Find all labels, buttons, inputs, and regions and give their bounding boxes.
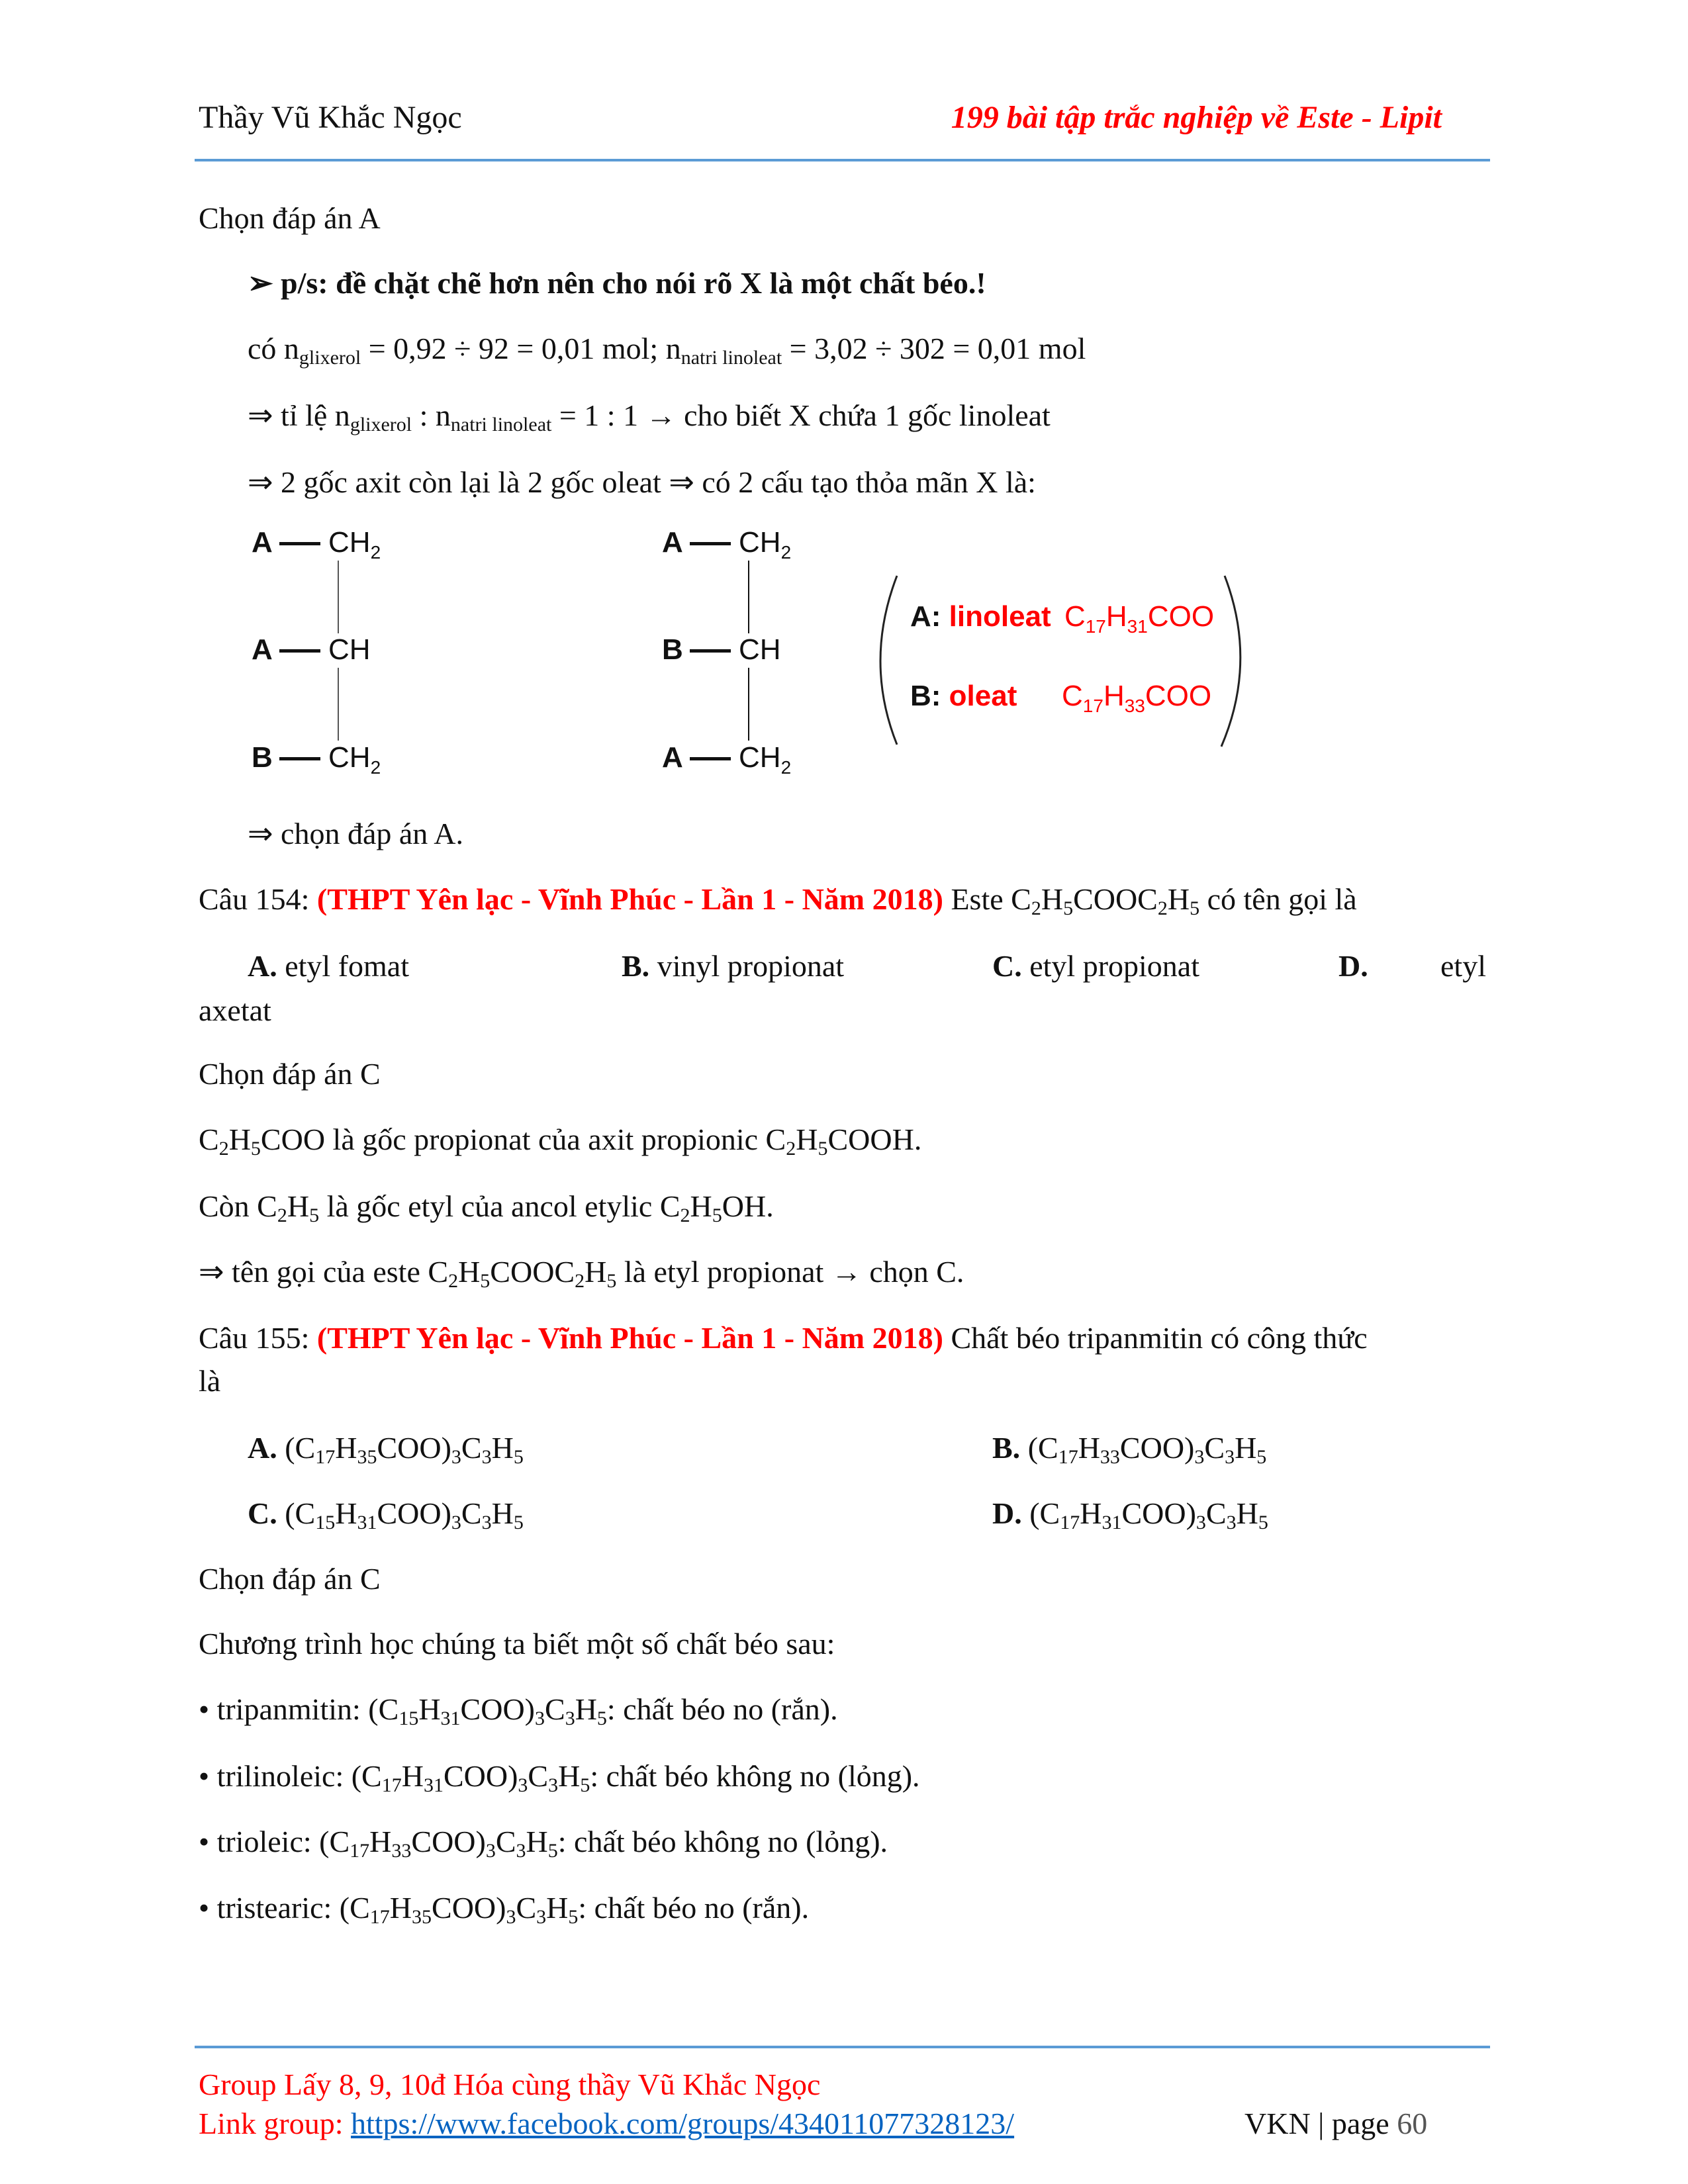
- text-run: Chất béo tripanmitin có công thức: [943, 1321, 1368, 1355]
- text-run: H: [1167, 882, 1190, 916]
- legend-b: B: oleat $C_{17}H_{33}COO$: [910, 680, 1212, 716]
- bond: [690, 542, 731, 545]
- text-run: H: [369, 1825, 392, 1858]
- text-run: etyl fomat: [277, 949, 410, 983]
- text-run: 5: [818, 1138, 828, 1160]
- carbon-label: $CH_2$: [739, 526, 792, 563]
- text-run: Câu 155:: [199, 1321, 317, 1355]
- text-run: 2: [575, 1270, 585, 1292]
- header-book-title: 199 bài tập trắc nghiệp về Este - Lipit: [951, 100, 1442, 135]
- q154-option-c: [992, 948, 1199, 985]
- text-run: ⇒ chọn đáp án A.: [248, 817, 463, 850]
- text-run: 5: [606, 1270, 617, 1292]
- bond: [748, 561, 749, 633]
- text-run: Chọn đáp án C: [199, 1562, 381, 1596]
- facebook-group-link[interactable]: https://www.facebook.com/groups/434011077328123/: [350, 2107, 1015, 2140]
- text-run: 31: [423, 1774, 444, 1796]
- text-run: 2: [786, 1138, 796, 1160]
- text-run: A.: [248, 1431, 277, 1465]
- text-run: H: [491, 1496, 514, 1530]
- text-run: Este C: [943, 882, 1031, 916]
- carbon-label: $CH_2$: [739, 741, 792, 778]
- text-run: 3: [506, 1906, 516, 1928]
- text-run: H: [287, 1189, 310, 1223]
- bond: [338, 561, 339, 633]
- text-run: A.: [248, 949, 277, 983]
- text-run: H: [1041, 882, 1064, 916]
- text-run: C: [1205, 1496, 1227, 1530]
- text-run: H: [1078, 1431, 1100, 1465]
- text-run: natri linoleat: [450, 414, 552, 435]
- explanation-line: [199, 1121, 921, 1158]
- text-run: COOC: [1073, 882, 1158, 916]
- text-run: Câu 154:: [199, 882, 317, 916]
- q155-option-d: [992, 1495, 1268, 1532]
- explanation-line: [199, 1253, 964, 1291]
- carbon-label: $CH_2$: [328, 526, 381, 563]
- q154-option-a: [248, 948, 409, 985]
- text-run: COOC: [490, 1255, 575, 1289]
- question-154: [199, 881, 1357, 918]
- text-run: 17: [350, 1840, 370, 1862]
- text-run: H: [418, 1692, 441, 1726]
- q154-option-d-text-cont: [199, 992, 271, 1029]
- text-run: là etyl propionat → chọn C.: [616, 1255, 964, 1289]
- text-run: 17: [369, 1906, 390, 1928]
- text-run: H: [228, 1122, 251, 1156]
- bullet-item: [199, 1889, 809, 1927]
- q154-option-d-text: [1440, 948, 1486, 985]
- bullet-item: [199, 1758, 920, 1795]
- text-run: COO là gốc propionat của axit propionic C: [260, 1122, 786, 1156]
- text-run: 17: [381, 1774, 402, 1796]
- bond: [748, 668, 749, 741]
- text-run: COO): [411, 1825, 486, 1858]
- text-run: 33: [391, 1840, 412, 1862]
- text-run: 2: [277, 1205, 287, 1226]
- text-run: = 3,02 ÷ 302 = 0,01 mol: [782, 332, 1086, 365]
- text-run: 15: [315, 1512, 336, 1533]
- question-155-cont: [199, 1363, 220, 1400]
- page-number: 60: [1397, 2107, 1428, 2140]
- text-run: 5: [250, 1138, 261, 1160]
- text-run: (THPT Yên lạc - Vĩnh Phúc - Lần 1 - Năm 2018): [316, 1321, 943, 1355]
- group-label: A: [662, 526, 683, 559]
- rest-line: [248, 464, 1036, 501]
- text-run: etyl propionat: [1021, 949, 1200, 983]
- text-run: glixerol: [299, 347, 361, 369]
- text-run: COO): [432, 1891, 506, 1925]
- text-run: 2: [218, 1138, 229, 1160]
- text-run: ⇒ tỉ lệ n: [248, 398, 350, 432]
- bullet-item: [199, 1823, 888, 1860]
- text-run: B.: [992, 1431, 1021, 1465]
- text-run: 5: [513, 1512, 524, 1533]
- text-run: 3: [481, 1512, 492, 1533]
- page-prefix: VKN | page: [1244, 2107, 1397, 2140]
- choose-a-line: [248, 815, 463, 852]
- text-run: H: [491, 1431, 514, 1465]
- text-run: H: [1080, 1496, 1102, 1530]
- group-label: A: [662, 741, 683, 774]
- text-run: 3: [451, 1446, 461, 1468]
- legend-a: A: linoleat $C_{17}H_{31}COO$: [910, 600, 1215, 637]
- legend-parentheses: [861, 569, 1258, 754]
- bond: [338, 668, 339, 741]
- text-run: 15: [399, 1707, 419, 1729]
- q155-option-c: [248, 1495, 524, 1532]
- text-run: 17: [1058, 1446, 1078, 1468]
- q154-option-b: [622, 948, 844, 985]
- text-run: 5: [596, 1707, 607, 1729]
- footer-link-label: Link group:: [199, 2107, 351, 2140]
- group-label: B: [252, 741, 273, 774]
- text-run: axetat: [199, 993, 271, 1027]
- text-run: 5: [712, 1205, 722, 1226]
- text-run: 5: [580, 1774, 590, 1796]
- intro-line: [199, 1625, 835, 1662]
- text-run: ⇒ 2 gốc axit còn lại là 2 gốc oleat ⇒ có 2 cấu tạo thỏa mãn X là:: [248, 465, 1036, 499]
- ps-note: [248, 265, 986, 302]
- text-run: 31: [440, 1707, 461, 1729]
- text-run: C: [461, 1496, 482, 1530]
- group-label: A: [252, 526, 273, 559]
- bond: [690, 757, 731, 760]
- text-run: Chọn đáp án A: [199, 201, 381, 235]
- legend-b-formula: $C_{17}H_{33}COO$: [1062, 680, 1212, 716]
- text-run: C: [199, 1122, 219, 1156]
- text-run: H: [458, 1255, 481, 1289]
- structure-2: [662, 526, 827, 791]
- text-run: có n: [248, 332, 299, 365]
- text-run: Chọn đáp án C: [199, 1057, 381, 1091]
- bond: [279, 649, 320, 653]
- text-run: 3: [485, 1840, 496, 1862]
- text-run: H: [401, 1759, 424, 1793]
- text-run: 5: [309, 1205, 320, 1226]
- q154-option-d: [1338, 948, 1368, 985]
- text-run: (C: [1020, 1431, 1058, 1465]
- text-run: 3: [535, 1707, 545, 1729]
- text-run: 17: [1060, 1512, 1080, 1533]
- question-155: [199, 1320, 1368, 1357]
- structure-1: [252, 526, 417, 791]
- text-run: : n: [412, 398, 451, 432]
- text-run: H: [526, 1825, 548, 1858]
- header-author: Thầy Vũ Khắc Ngọc: [199, 100, 462, 135]
- text-run: natri linoleat: [680, 347, 782, 369]
- text-run: 35: [357, 1446, 377, 1468]
- text-run: 5: [1063, 897, 1074, 919]
- text-run: H: [1236, 1496, 1258, 1530]
- text-run: : chất béo không no (lỏng).: [590, 1759, 920, 1793]
- q155-option-a: [248, 1430, 524, 1467]
- text-run: D.: [992, 1496, 1022, 1530]
- text-run: 3: [1226, 1512, 1237, 1533]
- text-run: H: [389, 1891, 412, 1925]
- text-run: 2: [448, 1270, 459, 1292]
- text-run: C: [516, 1891, 537, 1925]
- ratio-line: [248, 397, 1051, 434]
- text-run: 33: [1100, 1446, 1120, 1468]
- text-run: COO): [377, 1431, 451, 1465]
- carbon-label: $CH_2$: [328, 741, 381, 778]
- text-run: (C: [277, 1496, 316, 1530]
- carbon-label: CH: [328, 633, 371, 666]
- calc-line: [248, 330, 1086, 367]
- text-run: COO): [1121, 1496, 1196, 1530]
- text-run: 2: [1031, 897, 1041, 919]
- text-run: OH.: [722, 1189, 774, 1223]
- footer-page: [1244, 2105, 1427, 2142]
- text-run: 3: [1225, 1446, 1235, 1468]
- text-run: C: [545, 1692, 565, 1726]
- text-run: 5: [480, 1270, 491, 1292]
- text-run: ➢ p/s: đề chặt chẽ hơn nên cho nói rõ X là một chất béo.!: [248, 266, 986, 300]
- text-run: : chất béo no (rắn).: [578, 1891, 810, 1925]
- text-run: COOH.: [827, 1122, 922, 1156]
- text-run: 5: [1258, 1512, 1268, 1533]
- text-run: vinyl propionat: [649, 949, 845, 983]
- text-run: Còn C: [199, 1189, 277, 1223]
- text-run: là: [199, 1364, 221, 1398]
- text-run: 17: [315, 1446, 336, 1468]
- text-run: 3: [548, 1774, 559, 1796]
- bond: [279, 757, 320, 760]
- text-run: 3: [536, 1906, 547, 1928]
- text-run: ⇒ tên gọi của este C: [199, 1255, 449, 1289]
- text-run: H: [1235, 1431, 1257, 1465]
- text-run: 3: [481, 1446, 492, 1468]
- text-run: H: [575, 1692, 597, 1726]
- text-run: 3: [518, 1774, 528, 1796]
- text-run: 5: [568, 1906, 579, 1928]
- text-run: C: [528, 1759, 549, 1793]
- text-run: H: [585, 1255, 607, 1289]
- text-run: B.: [622, 949, 650, 983]
- text-run: 3: [565, 1707, 575, 1729]
- text-run: H: [335, 1496, 357, 1530]
- text-run: 2: [1157, 897, 1168, 919]
- explanation-line: [199, 1188, 774, 1225]
- text-run: (THPT Yên lạc - Vĩnh Phúc - Lần 1 - Năm 2018): [316, 882, 943, 916]
- text-run: : chất béo no (rắn).: [606, 1692, 838, 1726]
- text-run: (C: [1021, 1496, 1060, 1530]
- answer-line: [199, 1056, 381, 1093]
- text-run: COO): [1119, 1431, 1195, 1465]
- text-run: C: [1204, 1431, 1225, 1465]
- text-run: COO): [377, 1496, 451, 1530]
- text-run: C: [461, 1431, 482, 1465]
- footer-group: Group Lấy 8, 9, 10đ Hóa cùng thầy Vũ Khắc Ngọc: [199, 2068, 821, 2101]
- text-run: glixerol: [350, 414, 412, 435]
- text-run: 2: [680, 1205, 690, 1226]
- text-run: H: [335, 1431, 357, 1465]
- text-run: • tristearic: (C: [199, 1891, 370, 1925]
- answer-line: [199, 1561, 381, 1598]
- text-run: H: [546, 1891, 569, 1925]
- text-run: 31: [357, 1512, 377, 1533]
- text-run: là gốc etyl của ancol etylic C: [319, 1189, 680, 1223]
- text-run: 3: [451, 1512, 461, 1533]
- text-run: • trioleic: (C: [199, 1825, 350, 1858]
- text-run: 3: [1194, 1446, 1205, 1468]
- answer-line: [199, 200, 381, 237]
- bond: [690, 649, 731, 653]
- legend-a-formula: $C_{17}H_{31}COO$: [1064, 600, 1215, 637]
- text-run: COO): [460, 1692, 535, 1726]
- header-divider: [195, 159, 1490, 161]
- carbon-label: CH: [739, 633, 781, 666]
- footer-link-line: [199, 2105, 1014, 2142]
- bond: [279, 542, 320, 545]
- bullet-item: [199, 1691, 838, 1728]
- text-run: • tripanmitin: (C: [199, 1692, 399, 1726]
- text-run: 5: [513, 1446, 524, 1468]
- text-run: 3: [516, 1840, 526, 1862]
- text-run: H: [558, 1759, 581, 1793]
- text-run: C.: [248, 1496, 277, 1530]
- text-run: 5: [547, 1840, 558, 1862]
- text-run: = 0,92 ÷ 92 = 0,01 mol; n: [361, 332, 681, 365]
- text-run: C.: [992, 949, 1022, 983]
- text-run: có tên gọi là: [1199, 882, 1357, 916]
- q155-option-b: [992, 1430, 1266, 1467]
- group-label: A: [252, 633, 273, 666]
- text-run: = 1 : 1 → cho biết X chứa 1 gốc linoleat: [551, 398, 1051, 432]
- text-run: 5: [1256, 1446, 1267, 1468]
- text-run: 31: [1102, 1512, 1122, 1533]
- text-run: 3: [1196, 1512, 1206, 1533]
- text-run: 35: [412, 1906, 432, 1928]
- text-run: COO): [443, 1759, 518, 1793]
- text-run: C: [495, 1825, 516, 1858]
- text-run: Chương trình học chúng ta biết một số chất béo sau:: [199, 1627, 835, 1661]
- group-label: B: [662, 633, 683, 666]
- text-run: 5: [1190, 897, 1200, 919]
- text-run: H: [690, 1189, 712, 1223]
- text-run: H: [796, 1122, 818, 1156]
- text-run: : chất béo không no (lỏng).: [557, 1825, 888, 1858]
- text-run: (C: [277, 1431, 316, 1465]
- text-run: • trilinoleic: (C: [199, 1759, 382, 1793]
- text-run: etyl: [1440, 949, 1486, 983]
- footer-divider: [195, 2046, 1490, 2048]
- text-run: D.: [1338, 949, 1368, 983]
